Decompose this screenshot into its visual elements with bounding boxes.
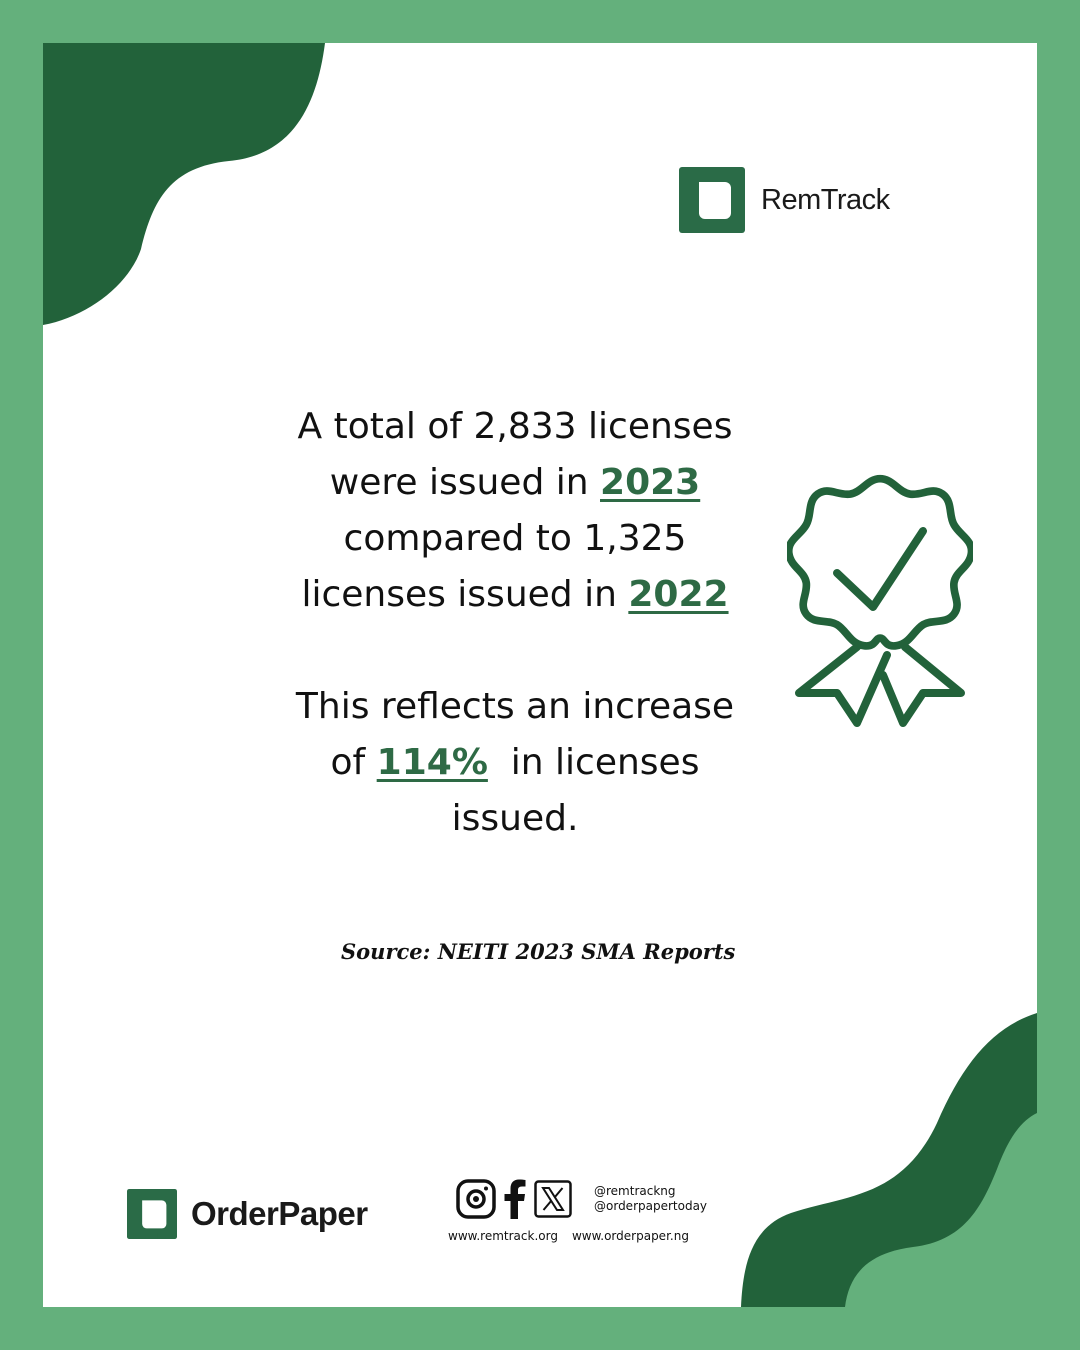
social-handles	[594, 1184, 707, 1214]
licenses-comparison-paragraph	[275, 399, 755, 623]
top-left-wave-decoration	[43, 43, 343, 343]
website-links	[448, 1229, 689, 1243]
increase-paragraph	[275, 679, 755, 847]
remtrack-website-link[interactable]: www.remtrack.org	[448, 1229, 558, 1243]
remtrack-handle[interactable]: @remtrackng	[594, 1184, 676, 1198]
orderpaper-website-link[interactable]: www.orderpaper.ng	[571, 1229, 689, 1243]
remtrack-wordmark: RemTrack	[761, 183, 890, 216]
orderpaper-wordmark: OrderPaper	[191, 1195, 368, 1232]
x-icon[interactable]	[534, 1180, 572, 1218]
content-panel	[43, 43, 1037, 1307]
source-citation: Source: NEITI 2023 SMA Reports	[341, 939, 736, 964]
remtrack-brand	[679, 167, 890, 233]
social-links	[456, 1179, 707, 1219]
comparison-text-2: compared to 1,325 licenses issued in	[301, 518, 687, 615]
orderpaper-handle[interactable]: @orderpapertoday	[594, 1199, 708, 1213]
year-2022-highlight: 2022	[628, 574, 729, 615]
award-ribbon-check-icon	[787, 471, 973, 731]
facebook-icon[interactable]	[504, 1179, 526, 1219]
remtrack-logo-icon	[679, 167, 745, 233]
year-2023-highlight: 2023	[600, 462, 701, 503]
increase-percent-highlight: 114%	[376, 742, 488, 783]
headline-text	[275, 399, 755, 847]
bottom-right-wave-decoration	[741, 1013, 1037, 1307]
orderpaper-logo-icon	[127, 1189, 177, 1239]
comparison-text-1: A total of 2,833 licenses were issued in	[297, 406, 733, 503]
instagram-icon[interactable]	[456, 1179, 496, 1219]
orderpaper-brand	[127, 1189, 368, 1239]
increase-text-1: This reflects an increase of	[295, 686, 735, 783]
increase-text-2: in licenses issued.	[451, 742, 711, 839]
